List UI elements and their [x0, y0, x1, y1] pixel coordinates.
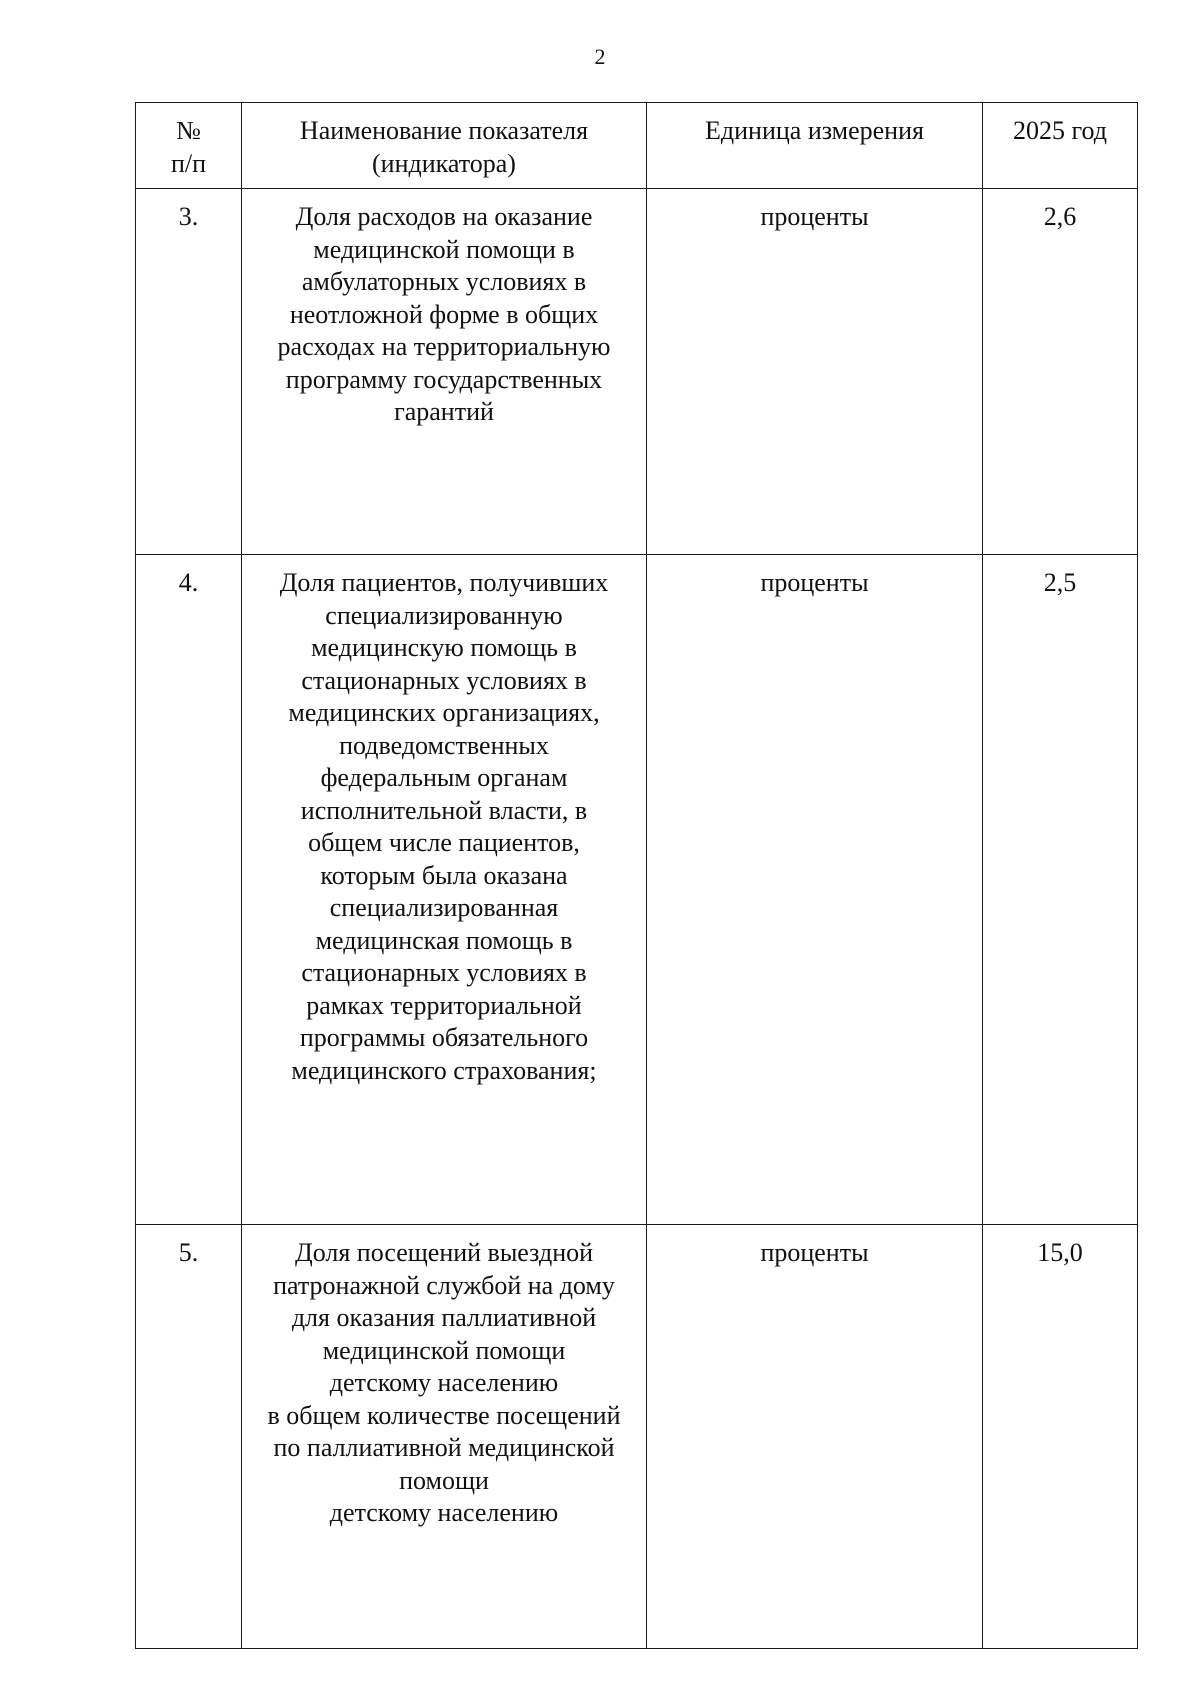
row-num: 4.: [136, 555, 242, 1225]
row-indicator-name: Доля расходов на оказание медицинской помощи в амбулаторных условиях в неотложной форме в общих расходах на территориальную программу государственных гарантий: [242, 189, 647, 555]
table-row: [136, 555, 1138, 1225]
row-unit: проценты: [647, 189, 983, 555]
header-num: № п/п: [136, 103, 242, 189]
row-indicator-name: Доля посещений выездной патронажной службой на дому для оказания паллиативной медицинской помощи детскому населению в общем количестве посещений по паллиативной медицинской помощи детскому населению: [242, 1225, 647, 1649]
indicators-table: [135, 102, 1138, 1649]
row-unit: проценты: [647, 555, 983, 1225]
row-num: 3.: [136, 189, 242, 555]
row-value: 2,5: [983, 555, 1138, 1225]
header-name: Наименование показателя (индикатора): [242, 103, 647, 189]
header-year: 2025 год: [983, 103, 1138, 189]
row-num: 5.: [136, 1225, 242, 1649]
row-unit: проценты: [647, 1225, 983, 1649]
row-value: 2,6: [983, 189, 1138, 555]
row-indicator-name: Доля пациентов, получивших специализированную медицинскую помощь в стационарных условиях в медицинских организациях, подведомственных федеральным органам исполнительной власти, в общем числе пациентов, которым была оказана специализированная медицинская помощь в стационарных условиях в рамках территориальной программы обязательного медицинского страхования;: [242, 555, 647, 1225]
header-unit: Единица измерения: [647, 103, 983, 189]
row-value: 15,0: [983, 1225, 1138, 1649]
table-row: [136, 1225, 1138, 1649]
table-header-row: [136, 103, 1138, 189]
table-row: [136, 189, 1138, 555]
page-number: 2: [594, 44, 606, 69]
